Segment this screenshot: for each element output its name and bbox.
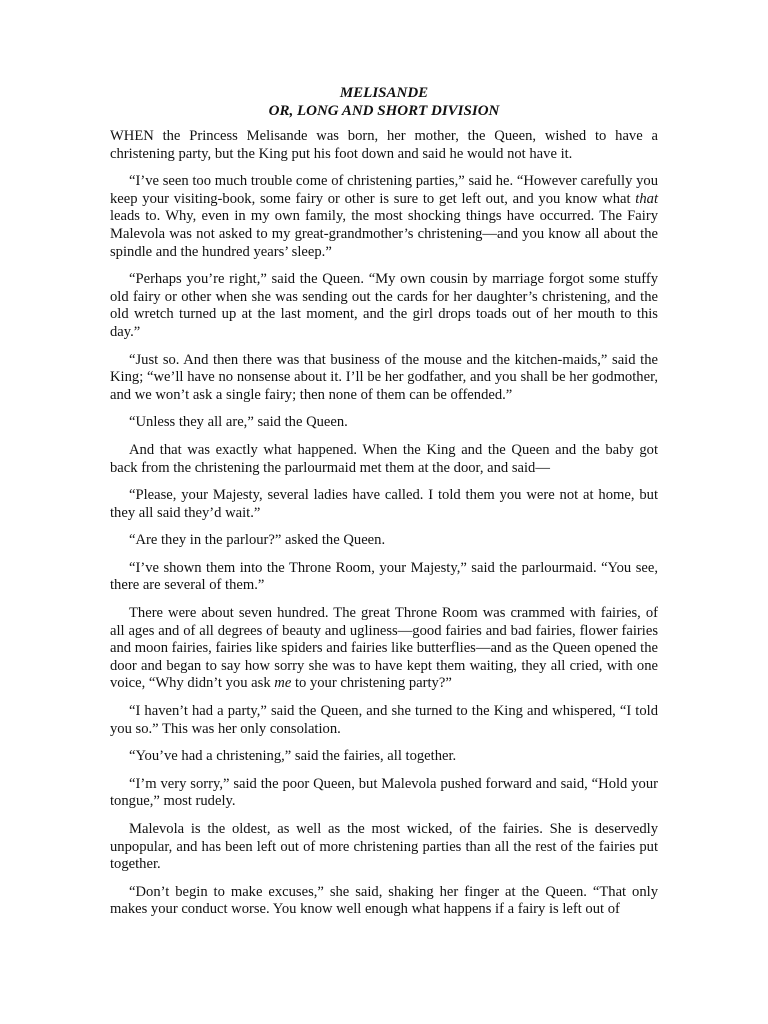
paragraph <box>110 884 658 919</box>
paragraph <box>110 271 658 341</box>
paragraph <box>110 487 658 522</box>
paragraph <box>110 128 658 163</box>
italic-text: me <box>274 675 292 692</box>
document-page <box>110 84 658 929</box>
paragraph <box>110 532 658 550</box>
paragraph <box>110 414 658 432</box>
paragraph <box>110 605 658 693</box>
text-segment: “Please, your Majesty, several ladies have called. I told them you were not at home, but they all said they’d wait.” <box>110 487 658 521</box>
body-text <box>110 128 658 919</box>
paragraph <box>110 703 658 738</box>
text-segment: “Are they in the parlour?” asked the Queen. <box>129 532 386 549</box>
text-segment: WHEN the Princess Melisande was born, her mother, the Queen, wished to have a christening party, but the King put his foot down and said he would not have it. <box>110 128 658 162</box>
text-segment: “You’ve had a christening,” said the fairies, all together. <box>129 748 457 765</box>
text-segment: “Perhaps you’re right,” said the Queen. “My own cousin by marriage forgot some stuffy old fairy or other when she was sending out the cards for her daughter’s christening, and the old wretch turned up at the last moment, and the girl drops toads out of her mouth to this day.” <box>110 271 658 340</box>
text-segment: “I haven’t had a party,” said the Queen, and she turned to the King and whispered, “I told you so.” This was her only consolation. <box>110 703 658 737</box>
text-segment: “Don’t begin to make excuses,” she said, shaking her finger at the Queen. “That only makes your conduct worse. You know well enough what happens if a fairy is left out of <box>110 883 658 918</box>
text-segment: “I’m very sorry,” said the poor Queen, but Malevola pushed forward and said, “Hold your tongue,” most rudely. <box>110 775 658 810</box>
text-segment: “Unless they all are,” said the Queen. <box>129 414 348 431</box>
title-line-1: MELISANDE <box>339 85 429 101</box>
italic-text: that <box>635 190 658 207</box>
paragraph <box>110 352 658 405</box>
title-line-2: OR, LONG AND SHORT DIVISION <box>268 103 500 119</box>
paragraph <box>110 776 658 811</box>
text-segment: “I’ve seen too much trouble come of christening parties,” said he. “However carefully you keep your visiting-book, some fairy or other is sure to get left out, and you know what <box>110 173 658 207</box>
text-segment: leads to. Why, even in my own family, the most shocking things have occurred. The Fairy Malevola was not asked to my great-grandmother’s christening—and you know all about the spindle and the hundred years’ sleep.” <box>110 208 658 260</box>
title-block <box>110 84 658 120</box>
paragraph <box>110 173 658 261</box>
text-segment: to your christening party?” <box>291 675 452 692</box>
paragraph <box>110 442 658 477</box>
paragraph <box>110 748 658 766</box>
paragraph <box>110 821 658 874</box>
text-segment: There were about seven hundred. The great Throne Room was crammed with fairies, of all ages and of all degrees of beauty and ugliness—good fairies and bad fairies, flower fairies and moon fairies, fairies like spiders and fairies like butterflies—and as the Queen opened the door and began to say how sorry she was to have kept them waiting, they all cried, with one voice, “Why didn’t you ask <box>110 605 658 692</box>
text-segment: And that was exactly what happened. When the King and the Queen and the baby got back from the christening the parlourmaid met them at the door, and said— <box>110 441 658 476</box>
paragraph <box>110 560 658 595</box>
text-segment: “Just so. And then there was that business of the mouse and the kitchen-maids,” said the King; “we’ll have no nonsense about it. I’ll be her godfather, and you shall be her godmother, and we won’t ask a single fairy; then none of them can be offended.” <box>110 351 658 403</box>
text-segment: Malevola is the oldest, as well as the most wicked, of the fairies. She is deservedly unpopular, and has been left out of more christening parties than all the rest of the fairies put together. <box>110 821 658 873</box>
text-segment: “I’ve shown them into the Throne Room, your Majesty,” said the parlourmaid. “You see, there are several of them.” <box>110 559 658 594</box>
